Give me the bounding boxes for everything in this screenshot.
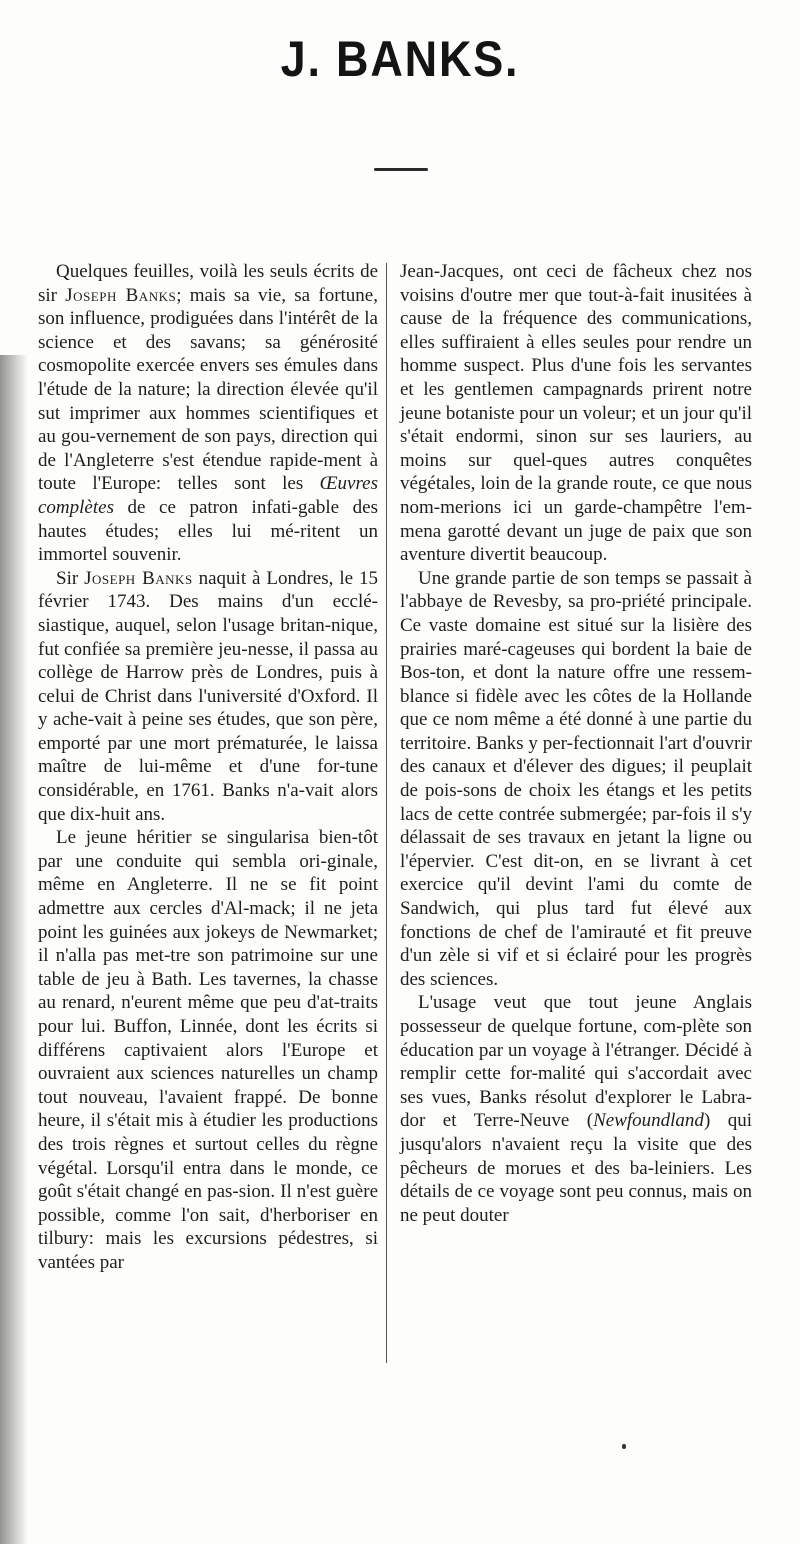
page-binding-shadow xyxy=(0,355,28,1544)
title-ornament-rule xyxy=(374,168,428,171)
paragraph-6-text-a: L'usage veut que tout jeune Anglais possesseur de quelque fortune, com-plète son éducation par un voyage à l'étranger. Décidé à remplir cette for-malité qui s'accordait avec ses vues, Banks résolut d'explorer le Labra-dor et Terre-Neuve ( xyxy=(400,992,752,1132)
left-text-column xyxy=(38,260,378,1275)
paragraph-6 xyxy=(400,991,752,1227)
right-text-column xyxy=(400,260,752,1227)
page-title: J. BANKS. xyxy=(280,31,520,87)
paragraph-6-text-b: ) qui jusqu'alors n'avaient reçu la visite que des pêcheurs de morues et des ba-leiniers. Les détails de ce voyage sont peu connus, mais on ne peut douter xyxy=(400,1110,752,1226)
paragraph-4: Jean-Jacques, ont ceci de fâcheux chez nos voisins d'outre mer que tout-à-fait inusitées à cause de la fréquence des communications, elles suffiraient à elles seules pour rendre un homme suspect. Plus d'une fois les servantes et les gentlemen campagnards prirent notre jeune botaniste pour un voleur; et un jour qu'il s'était endormi, sinon sur ses lauriers, au moins sur quel-ques autres conquêtes végétales, loin de la grande route, ce que nous nom-merions ici un garde-champêtre l'em-mena garotté devant un juge de paix que son aventure divertit beaucoup. xyxy=(400,261,752,566)
paragraph-1 xyxy=(38,260,378,567)
person-name-joseph-banks-2: Joseph Banks xyxy=(84,567,193,589)
italic-newfoundland: Newfoundland xyxy=(593,1110,704,1132)
ink-speck xyxy=(622,1444,626,1449)
paragraph-1-text-c: de ce patron infati-gable des hautes études; elles lui mé-ritent un immortel souvenir. xyxy=(38,496,378,566)
paragraph-2 xyxy=(38,567,378,827)
paragraph-2-text-a: Sir xyxy=(56,567,85,589)
paragraph-1-text-a: Quelques feuilles, voilà les seuls écrits de sir xyxy=(38,261,378,306)
column-divider xyxy=(386,263,387,1363)
italic-oeuvres-completes: Œuvres complètes xyxy=(38,473,378,518)
paragraph-2-text-b: naquit à Londres, le 15 février 1743. Des mains d'un ecclé-siastique, auquel, selon l'usage britan-nique, fut confiée sa première jeu-nesse, il passa au collège de Harrow près de Londres, puis à celui de Christ dans l'université d'Oxford. Il y ache-vait à peine ses études, que son père, emporté par une mort prématurée, le laissa maître de lui-même et d'une for-tune considérable, en 1761. Banks n'a-vait alors que dix-huit ans. xyxy=(38,567,378,825)
paragraph-3: Le jeune héritier se singularisa bien-tôt par une conduite qui sembla ori-ginale, même en Angleterre. Il ne se fit point admettre aux cercles d'Al-mack; il ne jeta point les guinées aux jokeys de Newmarket; il n'alla pas met-tre son patrimoine sur une table de jeu à Bath. Les tavernes, la chasse au renard, n'eurent même que peu d'at-traits pour lui. Buffon, Linnée, dont les écrits si différens captivaient alors l'Europe et ouvraient aux sciences naturelles un champ tout nouveau, l'avaient frappé. De bonne heure, il s'était mis à étudier les productions des trois règnes et surtout celles du règne végétal. Lorsqu'il entra dans le monde, ce goût s'était changé en pas-sion. Il n'est guère possible, comme l'on sait, d'herboriser en tilbury: mais les excursions pédestres, si vantées par xyxy=(38,827,378,1273)
person-name-joseph-banks: Joseph Banks xyxy=(65,284,177,306)
paragraph-1-text-b: ; mais sa vie, sa fortune, son influence, prodiguées dans l'intérêt de la science et des savans; sa générosité cosmopolite exercée envers ses émules dans l'étude de la nature; la direction élevée qu'il sut imprimer aux hommes scientifiques et au gou-vernement de son pays, direction qui de l'Angleterre s'est étendue rapide-ment à toute l'Europe: telles sont les xyxy=(38,284,378,495)
paragraph-5: Une grande partie de son temps se passait à l'abbaye de Revesby, sa pro-priété principale. Ce vaste domaine est situé sur la lisière des prairies maré-cageuses qui bordent la baie de Bos-ton, et dont la nature offre une ressem-blance si fidèle avec les côtes de la Hollande que ce nom même a été donné à une partie du territoire. Banks y per-fectionnait l'art d'ouvrir des canaux et d'élever des digues; il peuplait de pois-sons de choix les étangs et les petits lacs de cette contrée submergée; par-fois il s'y délassait de ses travaux en jetant la ligne ou l'épervier. C'est dit-on, en se livrant à cet exercice qu'il devint l'ami du comte de Sandwich, qui plus tard fut élevé aux fonctions de chef de l'amirauté et fit preuve d'un zèle si vif et si éclairé pour les progrès des sciences. xyxy=(400,567,752,990)
